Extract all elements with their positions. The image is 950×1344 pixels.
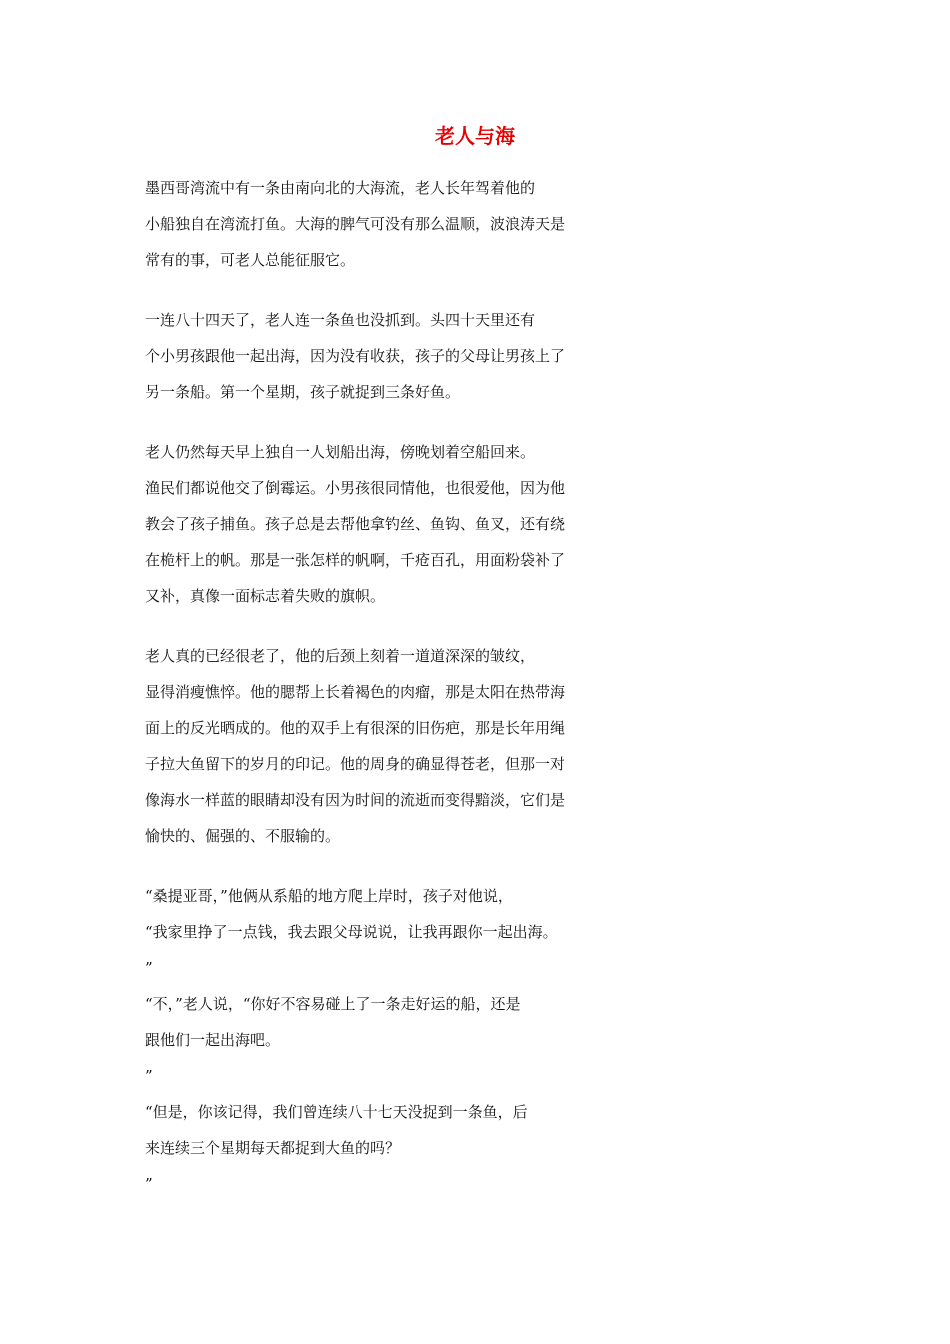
- text-line: 又补，真像一面标志着失败的旗帜。: [145, 587, 386, 605]
- text-line: 另一条船。第一个星期，孩子就捉到三条好鱼。: [145, 383, 461, 401]
- text-line: 像海水一样蓝的眼睛却没有因为时间的流逝而变得黯淡，它们是: [145, 791, 566, 809]
- text-line: “桑提亚哥，”他俩从系船的地方爬上岸时，孩子对他说，: [145, 887, 513, 905]
- text-line: ”: [145, 1175, 153, 1193]
- text-line: ”: [145, 1067, 153, 1085]
- text-line: “我家里挣了一点钱，我去跟父母说说，让我再跟你一起出海。: [145, 923, 558, 941]
- document-body: [145, 170, 625, 1202]
- text-line: ”: [145, 959, 153, 977]
- text-line: 墨西哥湾流中有一条由南向北的大海流，老人长年驾着他的: [145, 179, 536, 197]
- text-line: 个小男孩跟他一起出海，因为没有收获，孩子的父母让男孩上了: [145, 347, 566, 365]
- text-line: 显得消瘦憔悴。他的腮帮上长着褐色的肉瘤，那是太阳在热带海: [145, 683, 566, 701]
- text-line: 渔民们都说他交了倒霉运。小男孩很同情他，也很爱他，因为他: [145, 479, 566, 497]
- paragraph-3: [145, 434, 625, 614]
- paragraph-5-dialogue: [145, 878, 625, 1202]
- paragraph-1: [145, 170, 625, 278]
- text-line: 教会了孩子捕鱼。孩子总是去帮他拿钓丝、鱼钩、鱼叉，还有绕: [145, 515, 566, 533]
- text-line: 老人仍然每天早上独自一人划船出海，傍晚划着空船回来。: [145, 443, 536, 461]
- text-line: 跟他们一起出海吧。: [145, 1031, 281, 1049]
- text-line: 在桅杆上的帆。那是一张怎样的帆啊，千疮百孔，用面粉袋补了: [145, 551, 566, 569]
- paragraph-2: [145, 302, 625, 410]
- text-line: 来连续三个星期每天都捉到大鱼的吗？: [145, 1139, 401, 1157]
- paragraph-4: [145, 638, 625, 854]
- text-line: 子拉大鱼留下的岁月的印记。他的周身的确显得苍老，但那一对: [145, 755, 566, 773]
- text-line: 一连八十四天了，老人连一条鱼也没抓到。头四十天里还有: [145, 311, 536, 329]
- text-line: 小船独自在湾流打鱼。大海的脾气可没有那么温顺，波浪涛天是: [145, 215, 566, 233]
- text-line: 面上的反光晒成的。他的双手上有很深的旧伤疤，那是长年用绳: [145, 719, 566, 737]
- text-line: “不，”老人说，“你好不容易碰上了一条走好运的船，还是: [145, 995, 521, 1013]
- document-title: 老人与海: [435, 124, 515, 148]
- text-line: “但是，你该记得，我们曾连续八十七天没捉到一条鱼，后: [145, 1103, 528, 1121]
- text-line: 愉快的、倔强的、不服输的。: [145, 827, 341, 845]
- text-line: 老人真的已经很老了，他的后颈上刻着一道道深深的皱纹，: [145, 647, 536, 665]
- text-line: 常有的事，可老人总能征服它。: [145, 251, 356, 269]
